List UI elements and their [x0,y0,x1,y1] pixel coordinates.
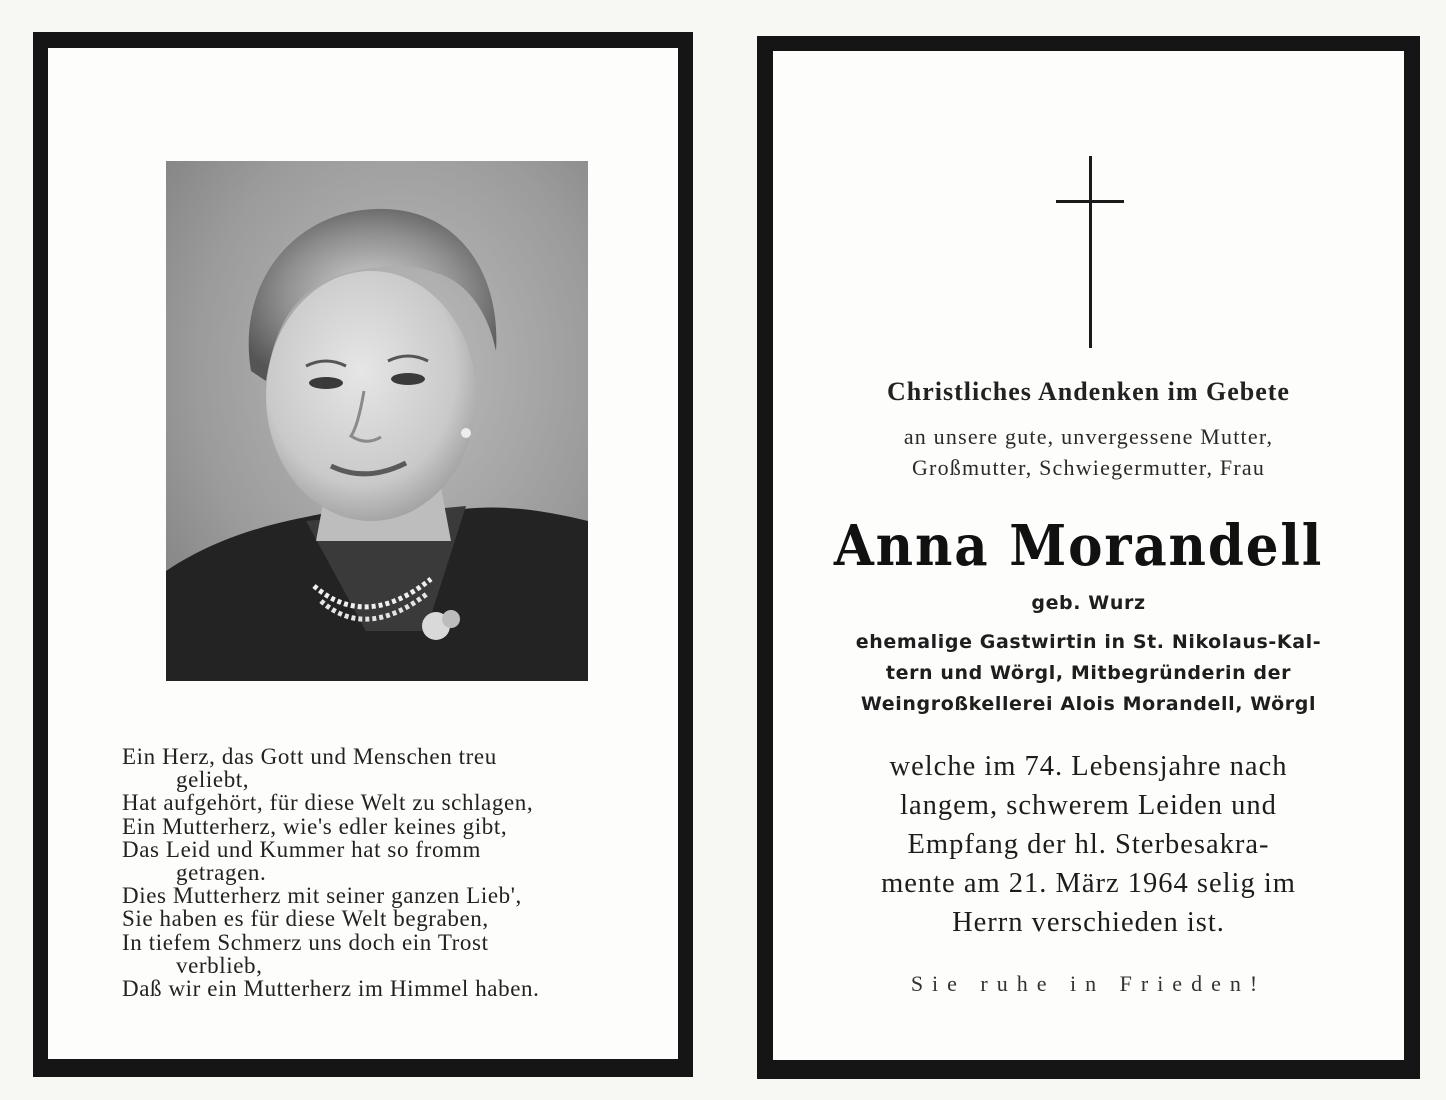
memorial-poem [122,745,662,1000]
poem-line: Hat aufgehört, für diese Welt zu schlagen, [122,790,534,816]
poem-line: verblieb, [176,952,263,978]
death-line-3: Empfang der hl. Sterbesakra- [907,829,1270,860]
closing-blessing: Sie ruhe in Frieden! [910,971,1267,996]
poem-line: Ein Mutterherz, wie's edler keines gibt, [122,813,508,839]
poem-line: Sie haben es für diese Welt begraben, [122,906,489,932]
memorial-heading: Christliches Andenken im Gebete [887,377,1290,406]
bio-line-3: Weingroßkellerei Alois Morandell, Wörgl [860,693,1317,715]
intro-line-2: Großmutter, Schwiegermutter, Frau [911,455,1266,480]
bio-line-1: ehemalige Gastwirtin in St. Nikolaus-Kal- [855,631,1322,653]
poem-line: In tiefem Schmerz uns doch ein Trost [122,929,489,955]
poem-line: Dies Mutterherz mit seiner ganzen Lieb', [122,883,522,909]
intro-line-1: an unsere gute, unvergessene Mutter, [903,424,1274,449]
right-card [757,36,1420,1079]
poem-line: Ein Herz, das Gott und Menschen treu [122,744,497,769]
cross-icon [1056,156,1126,348]
death-line-2: langem, schwerem Leiden und [900,790,1277,821]
poem-line: Das Leid und Kummer hat so fromm [122,836,482,862]
portrait-photo [166,161,588,681]
deceased-name: Anna Morandell [833,513,1324,579]
bio-line-2: tern und Wörgl, Mitbegründerin der [885,662,1292,684]
death-line-4: mente am 21. März 1964 selig im [881,868,1296,899]
poem-line: Daß wir ein Mutterherz im Himmel haben. [122,976,540,1002]
left-card [33,32,693,1077]
poem-line: geliebt, [176,767,250,793]
maiden-name: geb. Wurz [1031,592,1146,614]
death-line-1: welche im 74. Lebensjahre nach [889,751,1288,782]
poem-line: getragen. [176,860,267,886]
death-line-5: Herrn verschieden ist. [952,907,1225,938]
